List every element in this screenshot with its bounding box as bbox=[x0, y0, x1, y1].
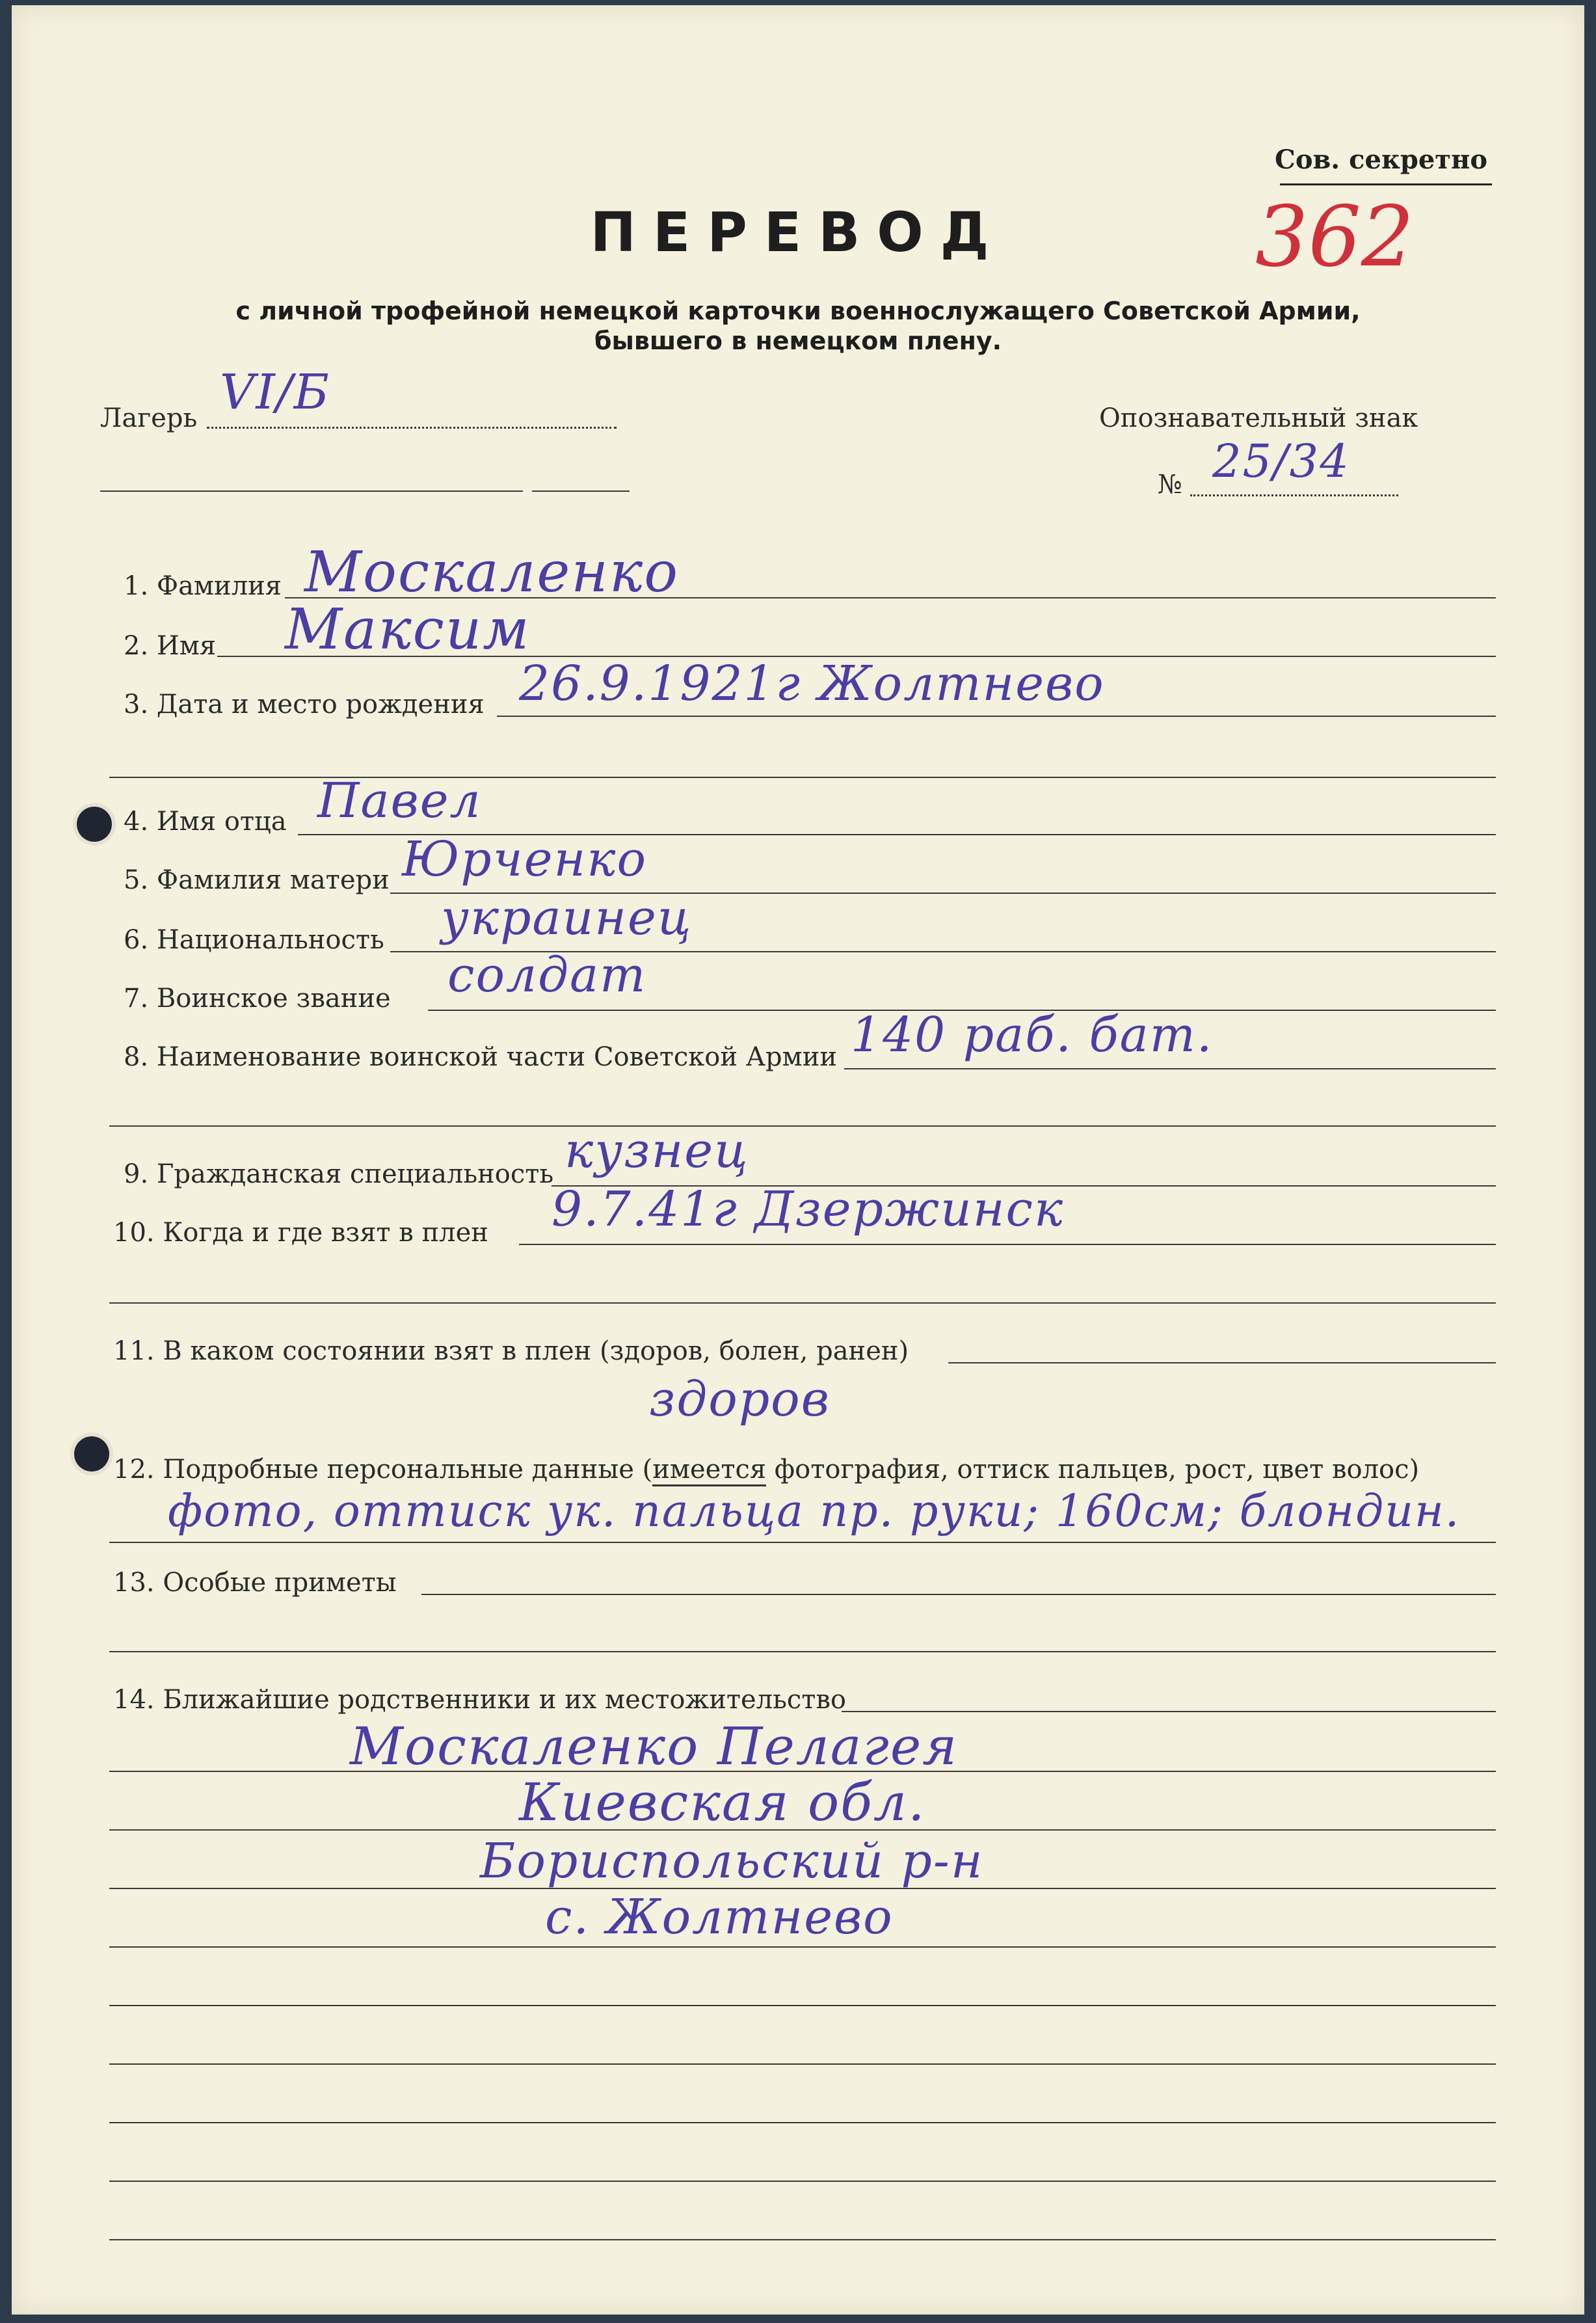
field-4-value: Павел bbox=[317, 773, 482, 829]
field-1-value: Москаленко bbox=[304, 540, 680, 605]
ruled-line bbox=[109, 2005, 1496, 2006]
secrecy-underline bbox=[1280, 183, 1492, 185]
field-11-label: 11. В каком состоянии взят в плен (здоров, болен, ранен) bbox=[113, 1336, 909, 1366]
camp-line bbox=[207, 427, 617, 429]
field-12-line bbox=[109, 1542, 1496, 1543]
field-12-label-suffix: фотография, оттиск пальцев, рост, цвет волос) bbox=[766, 1455, 1420, 1484]
field-3-value: 26.9.1921г Жолтнево bbox=[519, 656, 1105, 712]
field-5-value: Юрченко bbox=[402, 831, 647, 887]
document-title: ПЕРЕВОД bbox=[590, 200, 1006, 264]
field-13-label: 13. Особые приметы bbox=[113, 1568, 397, 1598]
relative-line-2: Киевская обл. bbox=[519, 1772, 926, 1833]
subtitle-line-1: с личной трофейной немецкой карточки военнослужащего Советской Армии, bbox=[235, 297, 1361, 325]
field-6-value: украинец bbox=[441, 890, 693, 946]
field-6-label: 6. Национальность bbox=[124, 925, 384, 955]
field-12-label bbox=[113, 1455, 1419, 1484]
field-14-label: 14. Ближайшие родственники и их местожительство bbox=[113, 1685, 847, 1715]
field-13-line-2 bbox=[109, 1651, 1496, 1652]
camp-line-2a bbox=[100, 490, 523, 492]
registration-number: 362 bbox=[1255, 189, 1415, 286]
field-12-label-prefix: 12. Подробные персональные данные ( bbox=[113, 1455, 653, 1484]
field-4-label: 4. Имя отца bbox=[124, 807, 287, 837]
field-3-line bbox=[497, 716, 1496, 717]
field-7-value: солдат bbox=[447, 947, 647, 1003]
field-12-label-underlined: имеется bbox=[652, 1455, 766, 1486]
field-10-line-2 bbox=[109, 1302, 1496, 1304]
field-10-line bbox=[519, 1244, 1496, 1245]
field-8-line-2 bbox=[109, 1125, 1496, 1127]
field-2-label: 2. Имя bbox=[124, 631, 217, 661]
field-2-value: Максим bbox=[285, 597, 531, 662]
field-8-value: 140 раб. бат. bbox=[851, 1007, 1214, 1063]
secrecy-stamp: Сов. секретно bbox=[1275, 144, 1488, 175]
field-12-value: фото, оттиск ук. пальца пр. руки; 160см; блондин. bbox=[168, 1486, 1461, 1537]
tag-label: Опознавательный знак bbox=[1099, 403, 1418, 433]
field-8-label: 8. Наименование воинской части Советской Армии bbox=[124, 1042, 838, 1072]
field-5-label: 5. Фамилия матери bbox=[124, 865, 390, 895]
camp-line-2b bbox=[532, 490, 630, 492]
field-11-value: здоров bbox=[649, 1371, 831, 1427]
tag-number-label: № bbox=[1158, 470, 1182, 500]
field-7-label: 7. Воинское звание bbox=[124, 984, 391, 1014]
relative-line-4: с. Жолтнево bbox=[545, 1889, 894, 1945]
field-13-line bbox=[421, 1594, 1496, 1595]
field-3-label: 3. Дата и место рождения bbox=[124, 690, 485, 719]
field-1-label: 1. Фамилия bbox=[124, 571, 282, 601]
field-9-label: 9. Гражданская специальность bbox=[124, 1159, 554, 1189]
relative-line-3: Бориспольский р-н bbox=[480, 1833, 984, 1889]
field-10-label: 10. Когда и где взят в плен bbox=[113, 1218, 488, 1248]
camp-label: Лагерь bbox=[100, 403, 198, 433]
tag-line bbox=[1190, 494, 1398, 496]
camp-value: VI/Б bbox=[220, 364, 330, 420]
punch-hole bbox=[77, 807, 112, 842]
ruled-line bbox=[109, 1946, 1496, 1948]
ruled-line bbox=[109, 2122, 1496, 2123]
ruled-line bbox=[109, 2181, 1496, 2182]
field-14-line bbox=[842, 1711, 1496, 1712]
ruled-line bbox=[109, 2063, 1496, 2065]
punch-hole bbox=[74, 1436, 109, 1471]
document-sheet bbox=[12, 5, 1584, 2315]
field-8-line bbox=[844, 1068, 1496, 1069]
field-11-line bbox=[948, 1362, 1496, 1363]
subtitle-line-2: бывшего в немецком плену. bbox=[594, 327, 1002, 355]
tag-value: 25/34 bbox=[1212, 435, 1350, 488]
relative-line-1: Москаленко Пелагея bbox=[350, 1716, 959, 1777]
ruled-line bbox=[109, 1829, 1496, 1831]
field-10-value: 9.7.41г Дзержинск bbox=[552, 1181, 1065, 1237]
ruled-line bbox=[109, 2239, 1496, 2240]
field-9-value: кузнец bbox=[565, 1123, 749, 1179]
